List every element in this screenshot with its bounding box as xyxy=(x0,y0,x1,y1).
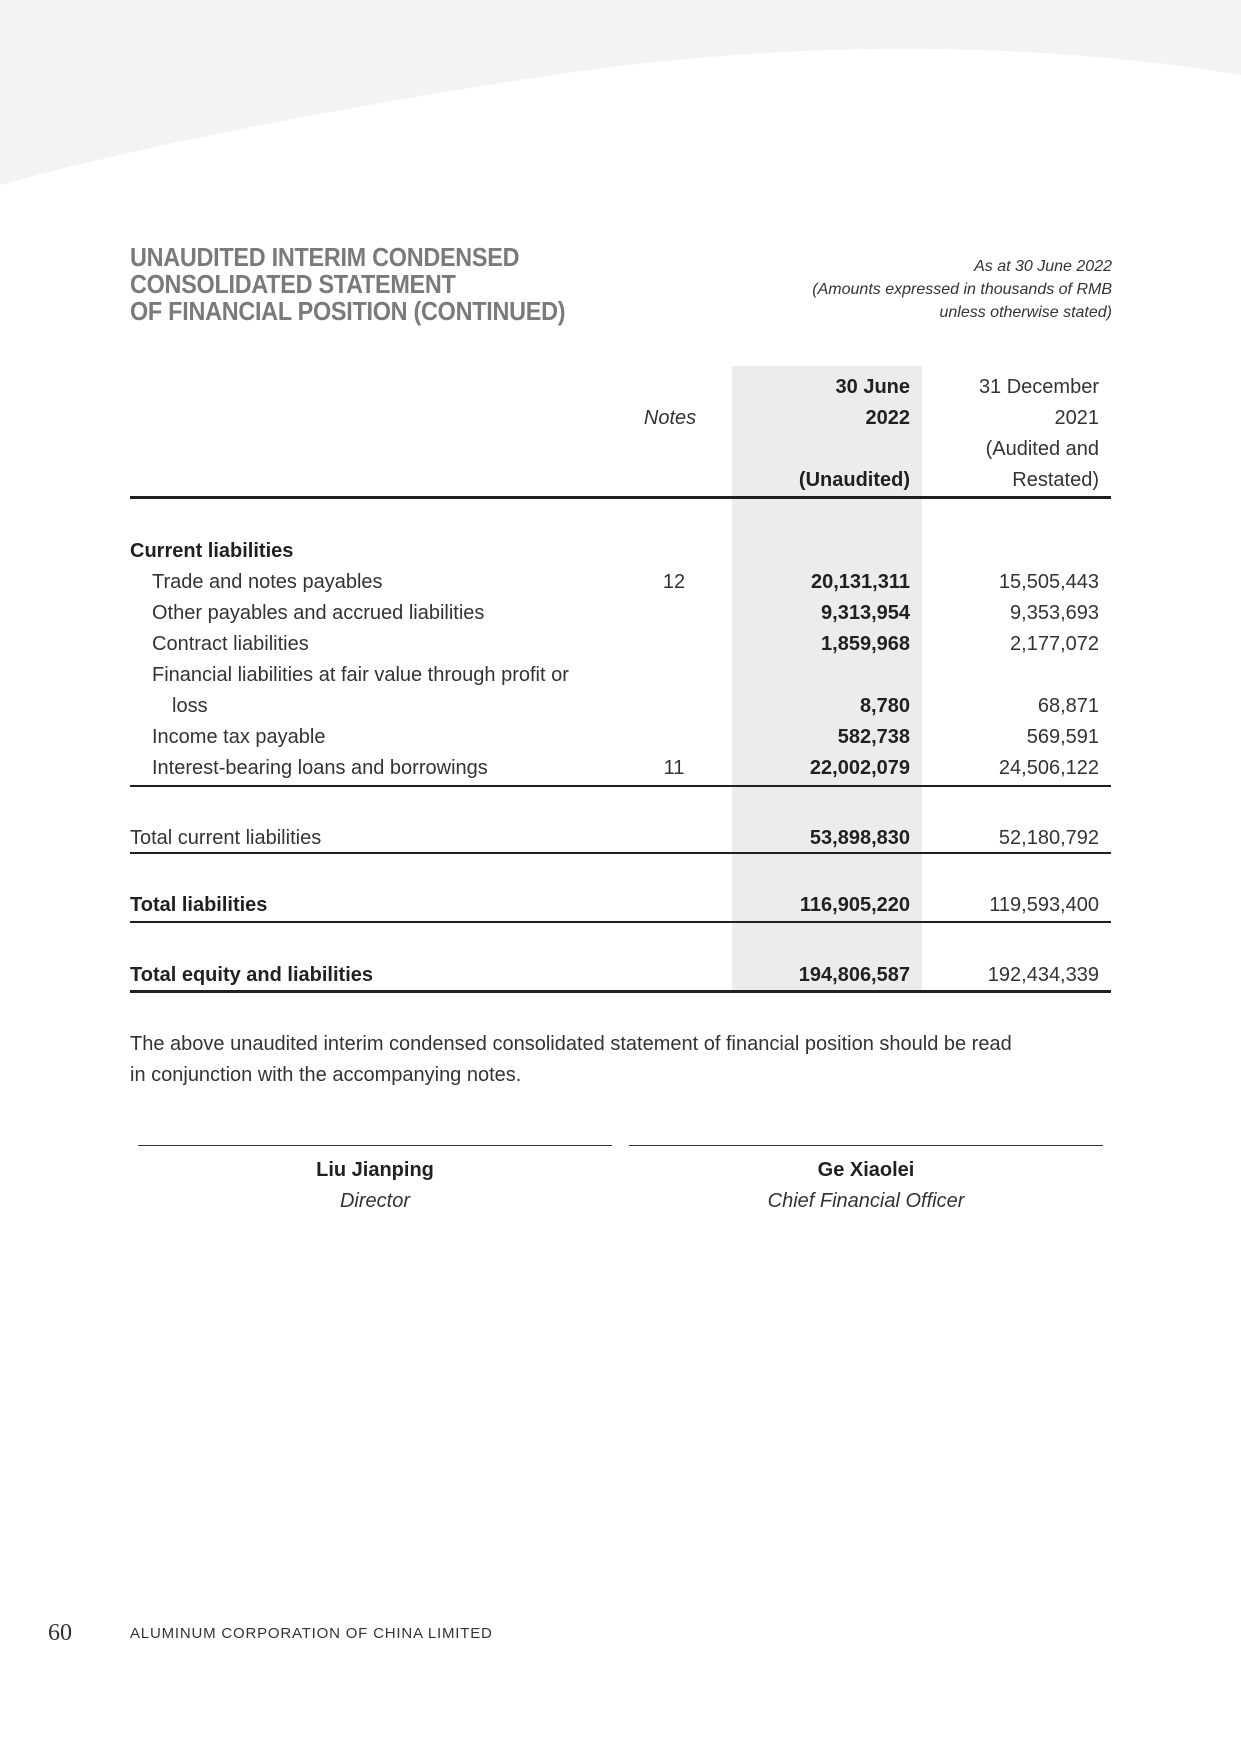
subtotal-rule xyxy=(130,785,1111,787)
signature-line-2 xyxy=(629,1145,1103,1146)
row-label: Interest-bearing loans and borrowings xyxy=(152,757,488,779)
signatory-1: Liu Jianping Director xyxy=(316,1159,434,1212)
prior-column-header: 31 December 2021 (Audited and Restated) xyxy=(978,376,1099,491)
row-label: Financial liabilities at fair value through profit or xyxy=(152,664,569,686)
row-label: Other payables and accrued liabilities xyxy=(152,602,485,624)
total-current-value: 194,806,587 xyxy=(798,964,910,986)
current-value: 582,738 xyxy=(837,726,910,748)
total-label: Total current liabilities xyxy=(130,827,322,849)
current-value: 1,859,968 xyxy=(821,633,910,655)
prior-value: 569,591 xyxy=(1026,726,1099,748)
total-prior-value: 52,180,792 xyxy=(998,827,1099,849)
page-number: 60 xyxy=(48,1620,72,1646)
footnote: The above unaudited interim condensed consolidated statement of financial position should be read in conjunction with the accompanying notes. xyxy=(130,1033,1012,1086)
row-label: Trade and notes payables xyxy=(152,571,383,593)
current-column-header: 30 June 2022 (Unaudited) xyxy=(798,376,910,491)
notes-column-header: Notes xyxy=(643,407,697,429)
company-name: ALUMINUM CORPORATION OF CHINA LIMITED xyxy=(130,1625,493,1642)
total-prior-value: 192,434,339 xyxy=(987,964,1099,986)
signature-line-1 xyxy=(138,1145,612,1146)
prior-value: 9,353,693 xyxy=(1010,602,1099,624)
total-label: Total liabilities xyxy=(130,894,268,916)
prior-value: 15,505,443 xyxy=(998,571,1099,593)
current-value: 9,313,954 xyxy=(821,602,910,624)
current-value: 22,002,079 xyxy=(809,757,910,779)
total-current-value: 116,905,220 xyxy=(799,894,910,916)
total-equity-rule xyxy=(130,990,1111,993)
row-label-continued: loss xyxy=(172,695,208,717)
prior-value: 2,177,072 xyxy=(1010,633,1099,655)
prior-value: 68,871 xyxy=(1037,695,1099,717)
statement-meta: As at 30 June 2022 (Amounts expressed in thousands of RMB unless otherwise stated) xyxy=(812,258,1112,321)
row-label: Contract liabilities xyxy=(152,633,309,655)
current-value: 20,131,311 xyxy=(811,571,910,593)
signatory-2: Ge Xiaolei Chief Financial Officer xyxy=(767,1159,965,1212)
total-prior-value: 119,593,400 xyxy=(989,894,1099,916)
row-note: 11 xyxy=(663,757,685,779)
total-current-value: 53,898,830 xyxy=(809,827,910,849)
row-note: 12 xyxy=(662,571,686,593)
header-rule xyxy=(130,496,1111,499)
total-liabilities-rule xyxy=(130,921,1111,923)
prior-value: 24,506,122 xyxy=(998,757,1099,779)
section-heading: Current liabilities xyxy=(130,540,294,562)
row-label: Income tax payable xyxy=(152,726,326,748)
total-current-rule xyxy=(130,852,1111,854)
current-value: 8,780 xyxy=(859,695,910,717)
total-label: Total equity and liabilities xyxy=(130,964,373,986)
statement-title: UNAUDITED INTERIM CONDENSED CONSOLIDATED STATEMENT OF FINANCIAL POSITION (CONTINUED) xyxy=(130,242,566,326)
